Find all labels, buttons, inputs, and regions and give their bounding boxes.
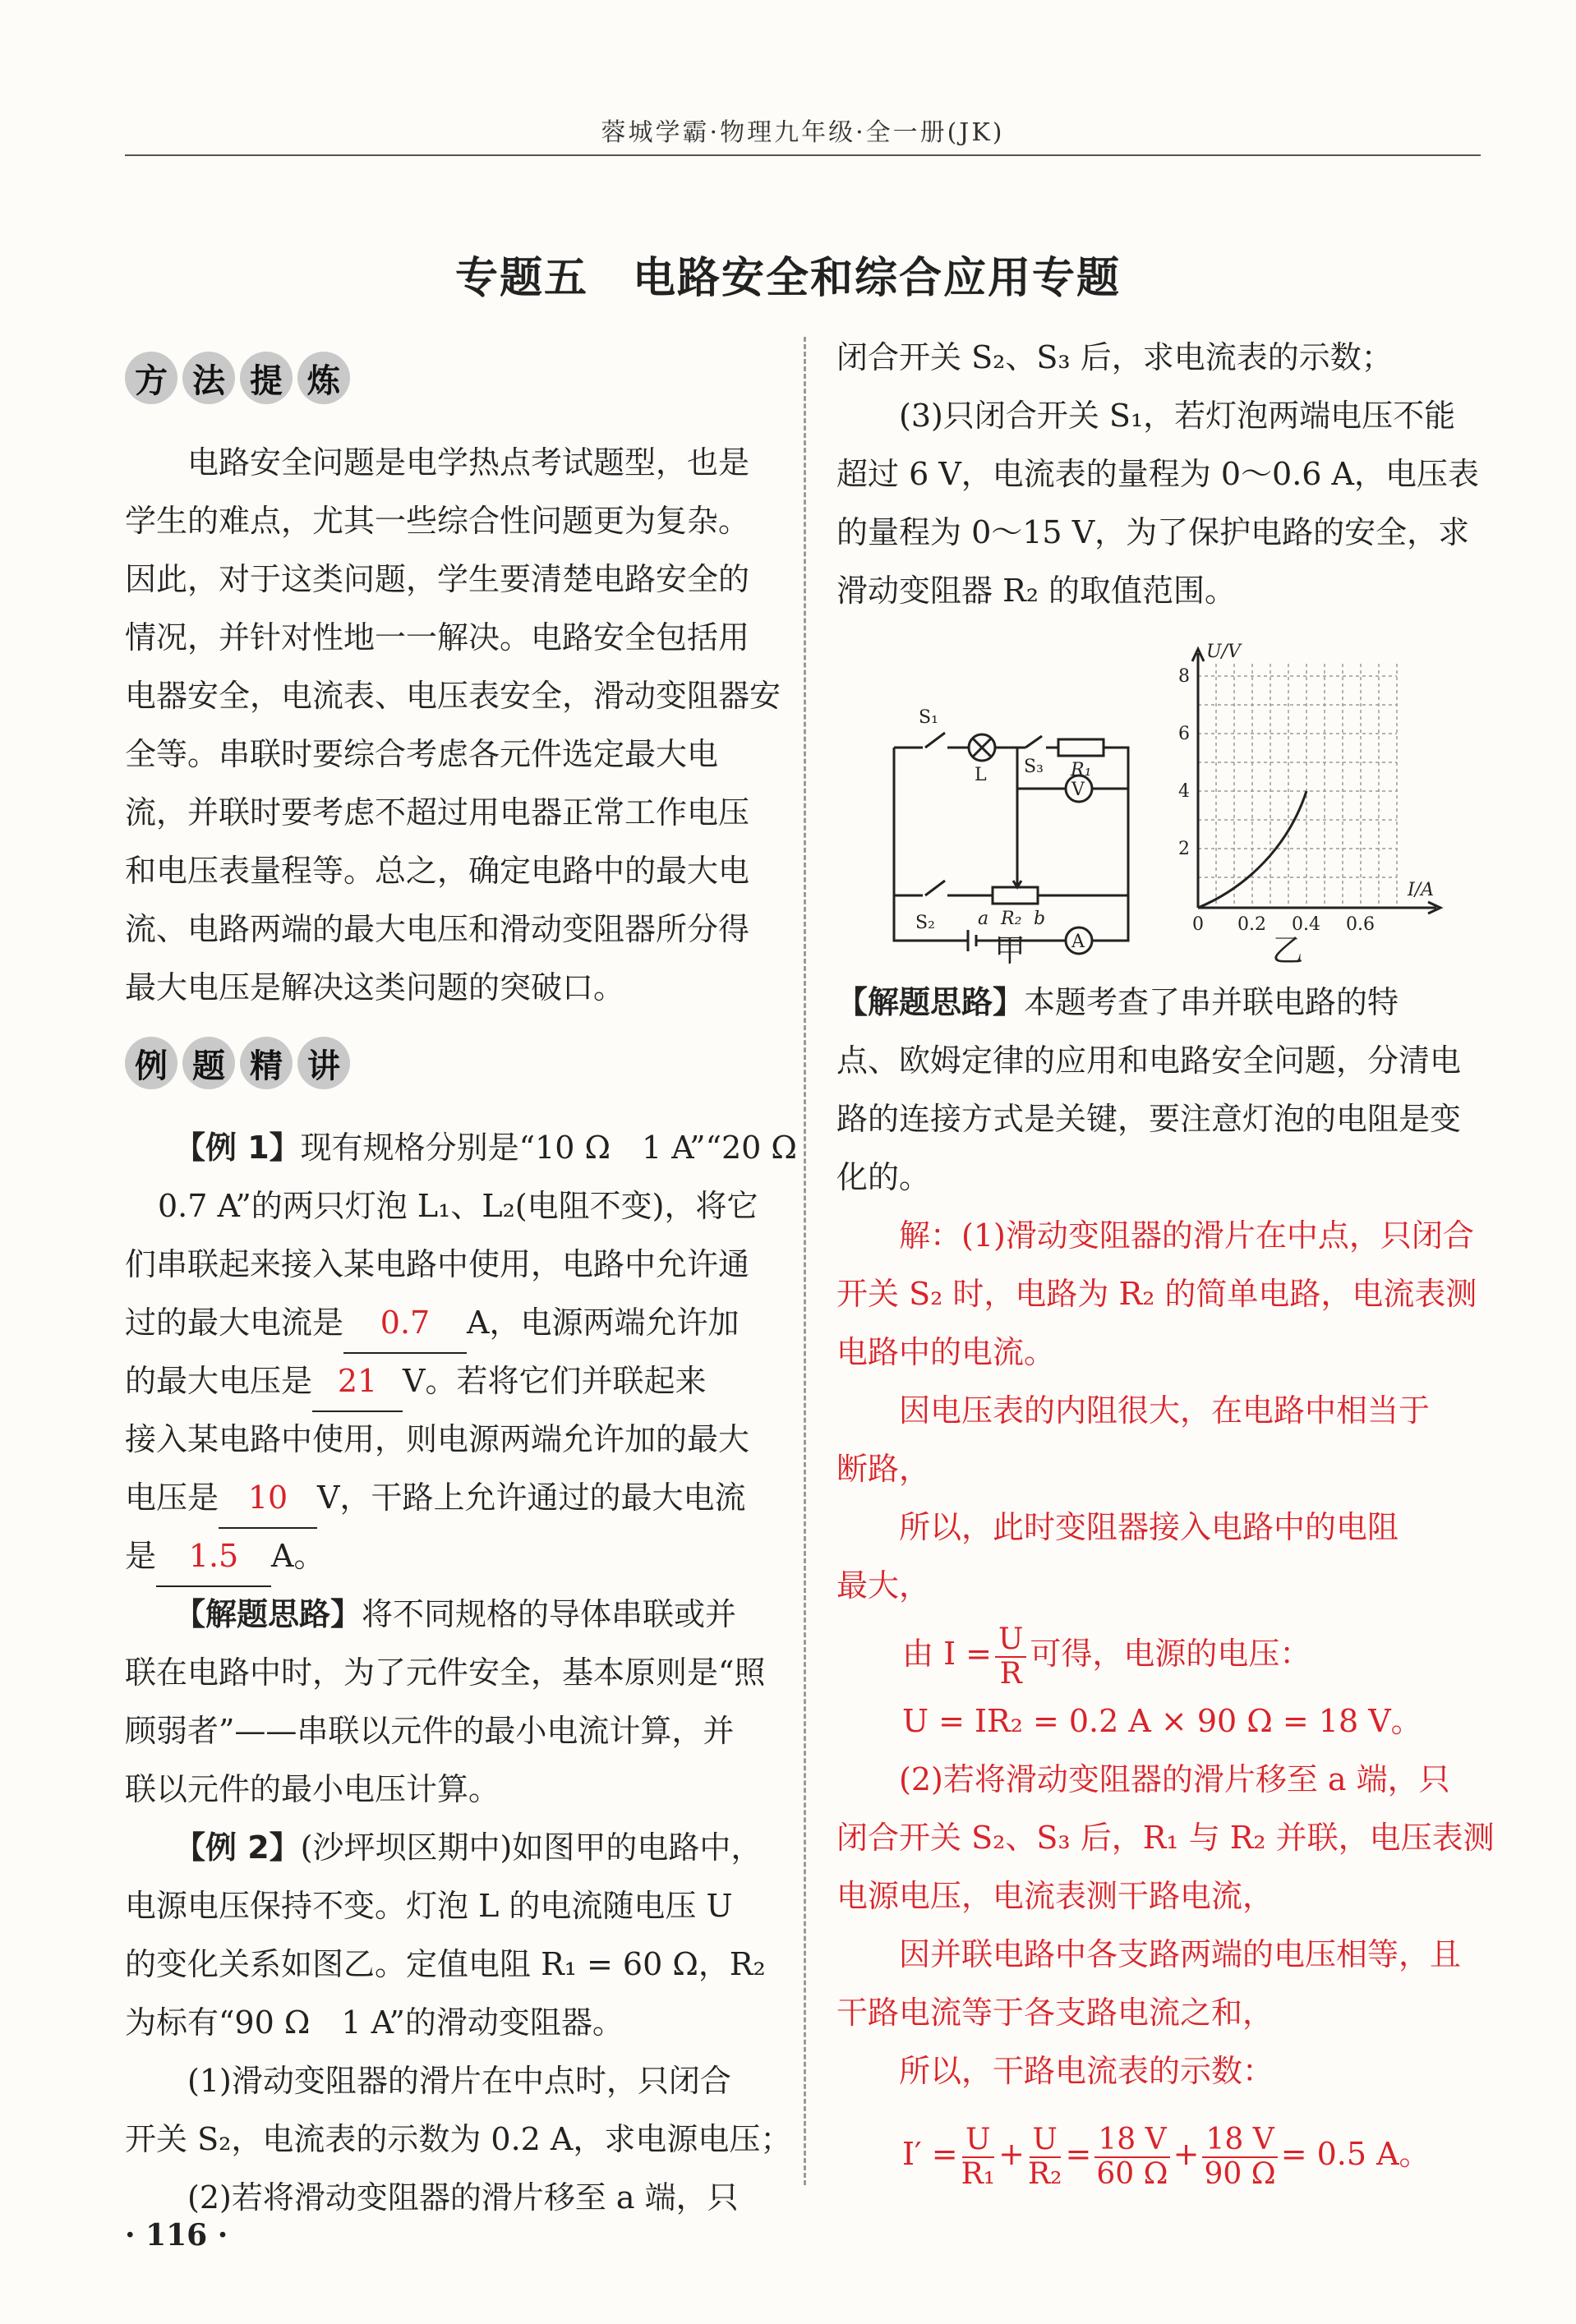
text: 电压是 bbox=[125, 1480, 219, 1516]
badge-char: 法 bbox=[182, 352, 235, 404]
fraction bbox=[1202, 2122, 1277, 2191]
solution-line: 最大， bbox=[836, 1567, 931, 1604]
x-tick: 0.4 bbox=[1292, 914, 1320, 935]
badge-char: 题 bbox=[182, 1037, 235, 1089]
example1-line: 0.7 A”的两只灯泡 L₁、L₂(电阻不变)，将它 bbox=[158, 1188, 758, 1224]
y-tick: 6 bbox=[1178, 724, 1190, 744]
example2-line: 的变化关系如图乙。定值电阻 R₁ = 60 Ω，R₂ bbox=[125, 1946, 766, 1982]
question-line: (3)只闭合开关 S₁，若灯泡两端电压不能 bbox=[836, 398, 1456, 434]
circuit-diagram bbox=[886, 690, 1157, 961]
fraction bbox=[1027, 2122, 1062, 2191]
method-line: 学生的难点，尤其一些综合性问题更为复杂。 bbox=[125, 503, 750, 539]
text: 的最大电压是 bbox=[125, 1363, 313, 1399]
example1-text: 现有规格分别是“10 Ω 1 A”“20 Ω bbox=[300, 1130, 797, 1166]
text: = 0.5 A。 bbox=[1280, 2136, 1431, 2172]
hint-tag: 【解题思路】 bbox=[174, 1596, 362, 1632]
label-S2: S₂ bbox=[915, 913, 935, 933]
text: V。若将它们并联起来 bbox=[403, 1363, 707, 1399]
text: = bbox=[1065, 2136, 1092, 2172]
example1-line: 们串联起来接入某电路中使用，电路中允许通 bbox=[125, 1246, 750, 1282]
solution-line: 因电压表的内阻很大，在电路中相当于 bbox=[836, 1392, 1431, 1429]
label-R2: R₂ bbox=[1001, 909, 1022, 929]
label-V: V bbox=[1071, 780, 1085, 800]
question-line: 的量程为 0～15 V，为了保护电路的安全，求 bbox=[836, 514, 1470, 550]
text: 过的最大电流是 bbox=[125, 1305, 344, 1341]
label-S3: S₃ bbox=[1024, 757, 1044, 777]
page-title: 专题五 电路安全和综合应用专题 bbox=[454, 254, 1121, 303]
y-tick: 8 bbox=[1178, 666, 1190, 687]
method-line: 流，并联时要考虑不超过用电器正常工作电压 bbox=[125, 794, 750, 831]
answer-blank-2: 21 bbox=[312, 1352, 403, 1412]
answer-blank-3: 10 bbox=[219, 1469, 317, 1529]
text: 是 bbox=[125, 1538, 157, 1574]
example1-line bbox=[125, 1527, 325, 1587]
text: 由 I = bbox=[902, 1636, 993, 1672]
method-badge bbox=[125, 352, 350, 409]
numerator: 18 V bbox=[1094, 2125, 1169, 2158]
denominator: R₁ bbox=[961, 2156, 996, 2191]
example1-line bbox=[125, 1469, 745, 1529]
answer-blank-4: 1.5 bbox=[156, 1527, 271, 1587]
text: A。 bbox=[271, 1538, 325, 1574]
method-line: 电器安全，电流表、电压表安全，滑动变阻器安 bbox=[125, 678, 781, 714]
question-line: 滑动变阻器 R₂ 的取值范围。 bbox=[836, 573, 1237, 609]
numerator: U bbox=[995, 1625, 1026, 1658]
column-divider bbox=[804, 337, 806, 2185]
page-number: · 116 · bbox=[125, 2218, 228, 2253]
hint-line bbox=[836, 973, 1399, 1032]
solution-line: 干路电流等于各支路电流之和， bbox=[836, 1995, 1274, 2031]
fraction bbox=[995, 1622, 1026, 1691]
x-tick: 0.2 bbox=[1237, 914, 1266, 935]
label-R1: R₁ bbox=[1071, 760, 1092, 780]
x-axis-label: I/A bbox=[1408, 880, 1434, 900]
x-tick: 0 bbox=[1192, 914, 1204, 935]
example1-line bbox=[125, 1352, 706, 1412]
label-L: L bbox=[975, 765, 987, 785]
formula-ohm bbox=[902, 1617, 1311, 1691]
solution-line: 电源电压，电流表测干路电流， bbox=[836, 1878, 1274, 1914]
badge-char: 炼 bbox=[297, 352, 350, 404]
example2-line bbox=[174, 1819, 762, 1877]
hint-line: 顾弱者”——串联以元件的最小电流计算，并 bbox=[125, 1713, 735, 1749]
hint-line: 路的连接方式是关键，要注意灯泡的电阻是变 bbox=[836, 1101, 1462, 1137]
text: 可得，电源的电压： bbox=[1030, 1636, 1311, 1672]
fraction bbox=[1094, 2122, 1169, 2191]
formula-voltage: U = IR₂ = 0.2 A × 90 Ω = 18 V。 bbox=[902, 1703, 1422, 1739]
badge-char: 方 bbox=[125, 352, 177, 404]
example2-line: 电源电压保持不变。灯泡 L 的电流随电压 U bbox=[125, 1888, 733, 1924]
example2-line: (2)若将滑动变阻器的滑片移至 a 端，只 bbox=[125, 2179, 739, 2216]
hint-line: 点、欧姆定律的应用和电路安全问题，分清电 bbox=[836, 1042, 1462, 1079]
badge-char: 精 bbox=[240, 1037, 293, 1089]
solution-line: 因并联电路中各支路两端的电压相等，且 bbox=[836, 1936, 1462, 1972]
text: 将不同规格的导体串联或并 bbox=[362, 1596, 737, 1632]
example2-line: 为标有“90 Ω 1 A”的滑动变阻器。 bbox=[125, 2004, 624, 2041]
example1-tag: 【例 1】 bbox=[174, 1130, 301, 1166]
example1-line bbox=[174, 1119, 797, 1177]
y-tick: 2 bbox=[1178, 839, 1190, 859]
solution-line: 所以，干路电流表的示数： bbox=[836, 2053, 1274, 2089]
fraction bbox=[961, 2122, 996, 2191]
example2-line: 开关 S₂，电流表的示数为 0.2 A，求电源电压； bbox=[125, 2121, 792, 2157]
solution-line: (2)若将滑动变阻器的滑片移至 a 端，只 bbox=[836, 1761, 1450, 1797]
hint-line: 联在电路中时，为了元件安全，基本原则是“照 bbox=[125, 1654, 766, 1691]
label-b: b bbox=[1034, 909, 1046, 929]
header-rule bbox=[125, 154, 1481, 156]
solution-line: 解：(1)滑动变阻器的滑片在中点，只闭合 bbox=[836, 1217, 1474, 1254]
hint-line bbox=[174, 1585, 736, 1644]
badge-char: 讲 bbox=[297, 1037, 350, 1089]
denominator: R₂ bbox=[1027, 2156, 1062, 2191]
text: A，电源两端允许加 bbox=[467, 1305, 740, 1341]
method-line: 全等。串联时要综合考虑各元件选定最大电 bbox=[125, 736, 719, 772]
formula-current bbox=[902, 2113, 1431, 2195]
denominator: R bbox=[999, 1656, 1022, 1691]
y-tick: 4 bbox=[1178, 781, 1190, 802]
example2-tag: 【例 2】 bbox=[174, 1829, 301, 1866]
x-tick: 0.6 bbox=[1346, 914, 1375, 935]
method-line: 和电压表量程等。总之，确定电路中的最大电 bbox=[125, 853, 750, 889]
text: I′ = bbox=[902, 2136, 958, 2172]
graph-caption: 乙 bbox=[1272, 932, 1304, 969]
solution-line: 断路， bbox=[836, 1451, 931, 1487]
method-line: 最大电压是解决这类问题的突破口。 bbox=[125, 969, 625, 1006]
method-line: 情况，并针对性地一一解决。电路安全包括用 bbox=[125, 619, 750, 656]
text: + bbox=[998, 2136, 1025, 2172]
numerator: U bbox=[962, 2125, 993, 2158]
question-line: 超过 6 V，电流表的量程为 0～0.6 A，电压表 bbox=[836, 456, 1479, 492]
y-axis-label: U/V bbox=[1206, 642, 1241, 662]
method-line: 流、电路两端的最大电压和滑动变阻器所分得 bbox=[125, 911, 750, 947]
examples-badge bbox=[125, 1037, 350, 1094]
text: + bbox=[1173, 2136, 1200, 2172]
solution-line: 开关 S₂ 时，电路为 R₂ 的简单电路，电流表测 bbox=[836, 1276, 1477, 1312]
numerator: U bbox=[1030, 2125, 1061, 2158]
badge-char: 提 bbox=[240, 352, 293, 404]
running-header: 蓉城学霸·物理九年级·全一册(JK) bbox=[601, 118, 1005, 147]
ui-graph bbox=[1165, 641, 1461, 945]
denominator: 60 Ω bbox=[1096, 2156, 1168, 2191]
denominator: 90 Ω bbox=[1204, 2156, 1276, 2191]
numerator: 18 V bbox=[1202, 2125, 1277, 2158]
example1-line bbox=[125, 1294, 739, 1354]
hint-line: 化的。 bbox=[836, 1159, 931, 1195]
badge-char: 例 bbox=[125, 1037, 177, 1089]
text: V，干路上允许通过的最大电流 bbox=[317, 1480, 746, 1516]
text: 本题考查了串并联电路的特 bbox=[1024, 984, 1399, 1020]
label-A: A bbox=[1071, 932, 1085, 952]
question-line: 闭合开关 S₂、S₃ 后，求电流表的示数； bbox=[836, 339, 1393, 375]
hint-line: 联以元件的最小电压计算。 bbox=[125, 1771, 500, 1807]
text: (沙坪坝区期中)如图甲的电路中， bbox=[300, 1829, 763, 1866]
circuit-caption: 甲 bbox=[994, 932, 1026, 969]
solution-line: 闭合开关 S₂、S₃ 后，R₁ 与 R₂ 并联，电压表测 bbox=[836, 1820, 1495, 1856]
solution-line: 电路中的电流。 bbox=[836, 1334, 1056, 1370]
answer-blank-1: 0.7 bbox=[343, 1294, 467, 1354]
method-line: 因此，对于这类问题，学生要清楚电路安全的 bbox=[125, 561, 750, 597]
method-line: 电路安全问题是电学热点考试题型，也是 bbox=[125, 444, 750, 481]
solution-line: 所以，此时变阻器接入电路中的电阻 bbox=[836, 1509, 1399, 1545]
label-a: a bbox=[978, 909, 989, 929]
hint-tag: 【解题思路】 bbox=[836, 984, 1025, 1020]
example2-line: (1)滑动变阻器的滑片在中点时，只闭合 bbox=[125, 2063, 731, 2099]
label-S1: S₁ bbox=[919, 707, 938, 728]
example1-line: 接入某电路中使用，则电源两端允许加的最大 bbox=[125, 1421, 750, 1457]
